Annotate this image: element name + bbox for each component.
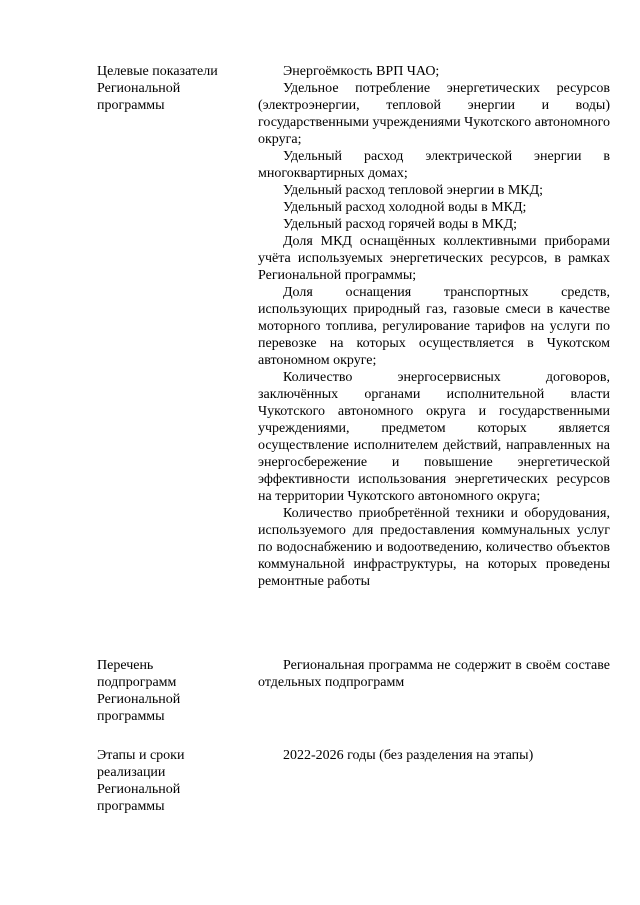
subprograms-text: Региональная программа не содержит в своём составе отдельных подпрограмм	[258, 658, 610, 690]
section-label: Этапы и сроки реализации Региональной программы	[97, 748, 185, 814]
indicator-item: Удельный расход тепловой энергии в МКД;	[283, 183, 544, 198]
stages-text: 2022-2026 годы (без разделения на этапы)	[283, 748, 534, 763]
indicator-item: Удельный расход электрической энергии в многоквартирных домах;	[258, 149, 610, 181]
section-content	[258, 63, 610, 590]
section-content	[258, 747, 610, 764]
indicator-item: Количество энергосервисных договоров, заключённых органами исполнительной власти Чукотского автономного округа и государственными учреждениями, предметом которых является осуществление исполнителем действий, направленных на энергосбережение и повышение энергетической эффективности использования энергетических ресурсов на территории Чукотского автономного округа;	[258, 370, 610, 504]
indicator-item: Количество приобретённой техники и оборудования, используемого для предоставления коммунальных услуг по водоснабжению и водоотведению, количество объектов коммунальной инфраструктуры, на которых проведены ремонтные работы	[258, 506, 610, 589]
indicator-item: Доля оснащения транспортных средств, использующих природный газ, газовые смеси в качестве моторного топлива, регулирование тарифов на услуги по перевозке на которых осуществляется в Чукотском автономном округе;	[258, 285, 610, 368]
section-content	[258, 657, 610, 691]
indicator-item: Удельный расход холодной воды в МКД;	[283, 200, 527, 215]
indicator-item: Удельный расход горячей воды в МКД;	[283, 217, 518, 232]
indicator-item: Доля МКД оснащённых коллективными приборами учёта используемых энергетических ресурсов, в рамках Региональной программы;	[258, 234, 610, 283]
section-label: Перечень подпрограмм Региональной программы	[97, 658, 181, 724]
section-label: Целевые показатели Региональной программы	[97, 64, 218, 113]
indicator-item: Удельное потребление энергетических ресурсов (электроэнергии, тепловой энергии и воды) государственными учреждениями Чукотского автономного округа;	[258, 81, 610, 147]
indicator-item: Энергоёмкость ВРП ЧАО;	[283, 64, 440, 79]
